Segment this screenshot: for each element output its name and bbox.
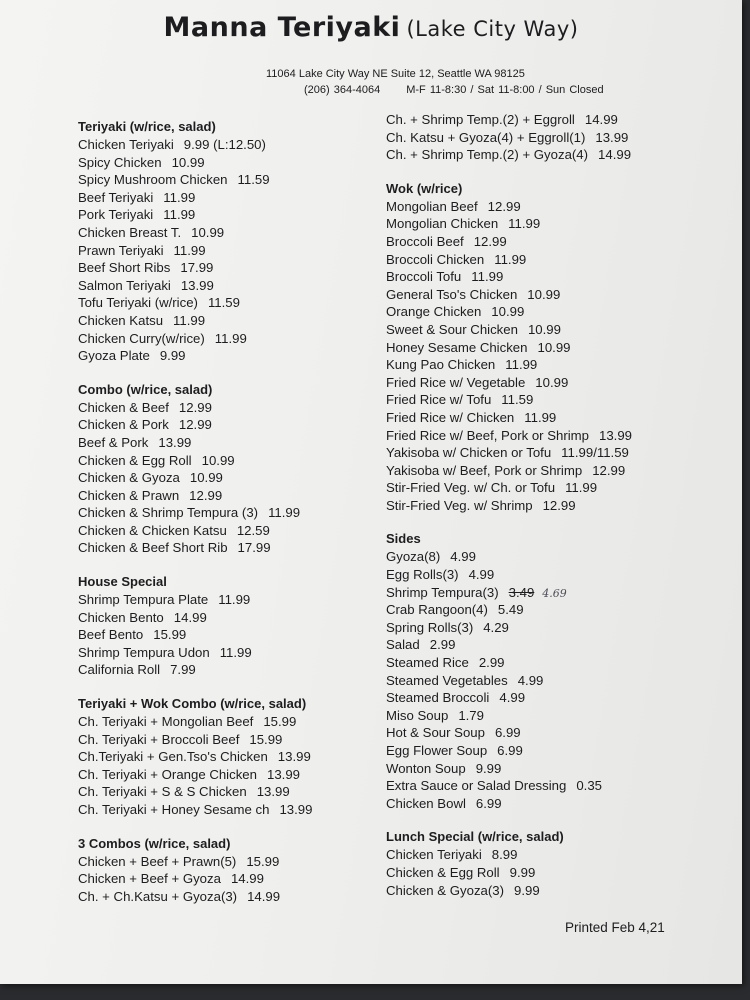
item-price: 6.99 (494, 725, 521, 741)
section-wok (386, 179, 716, 515)
menu-item (78, 487, 378, 505)
left-column (78, 117, 378, 920)
item-name: Gyoza(8) (386, 549, 441, 565)
item-price: 1.79 (458, 707, 484, 723)
item-price: 4.99 (499, 690, 526, 706)
section-lunch-special (386, 827, 716, 899)
item-name: Chicken & Gyoza(3) (386, 882, 504, 898)
item-price: 14.99 (598, 147, 632, 163)
menu-item (78, 242, 378, 260)
section-3-combos (78, 834, 378, 906)
item-price: 13.99 (266, 766, 300, 782)
menu-item (386, 795, 716, 813)
menu-item (386, 198, 716, 216)
menu-item (78, 644, 378, 662)
right-column (386, 111, 716, 914)
menu-item (386, 391, 716, 409)
section-teriyaki-wok-combo (78, 694, 378, 819)
item-name: Chicken Bento (78, 609, 164, 625)
item-price: 10.99 (201, 452, 235, 468)
item-price: 13.99 (277, 749, 311, 765)
item-price: 11.99 (565, 480, 598, 496)
item-list (78, 853, 378, 906)
item-list (78, 136, 378, 365)
item-name: Fried Rice w/ Beef, Pork or Shrimp (386, 427, 590, 443)
item-price: 13.99 (595, 129, 629, 145)
menu-item (78, 277, 378, 295)
item-price: 15.99 (263, 714, 297, 730)
item-price: 14.99 (173, 609, 207, 625)
item-price: 11.99 (163, 207, 196, 223)
item-name: Miso Soup (386, 707, 449, 723)
item-name: Ch. + Shrimp Temp.(2) + Gyoza(4) (386, 147, 589, 163)
menu-item (386, 724, 716, 742)
menu-item (386, 672, 716, 690)
menu-item (386, 268, 716, 286)
item-name: Ch. Teriyaki + Broccoli Beef (78, 731, 240, 747)
item-name: Spring Rolls(3) (386, 619, 474, 635)
item-price: 10.99 (189, 470, 223, 486)
item-name: Chicken & Chicken Katsu (78, 522, 227, 538)
item-name: Ch. Teriyaki + S & S Chicken (78, 784, 247, 800)
menu-item (78, 731, 378, 749)
menu-item (386, 707, 716, 725)
menu-item (78, 504, 378, 522)
printed-date: Printed Feb 4,21 (565, 920, 665, 935)
item-price: 11.99/11.59 (561, 445, 629, 461)
menu-item (78, 452, 378, 470)
item-price: 13.99 (256, 784, 290, 800)
menu-item (386, 864, 716, 882)
item-name: Chicken & Shrimp Tempura (3) (78, 505, 259, 521)
item-name: Ch.Teriyaki + Gen.Tso's Chicken (78, 749, 268, 765)
item-list (78, 591, 378, 679)
item-name: Chicken & Gyoza (78, 470, 180, 486)
item-name: Orange Chicken (386, 304, 482, 320)
item-name: Steamed Broccoli (386, 690, 490, 706)
item-price: 9.99 (509, 864, 536, 880)
menu-item (386, 760, 716, 778)
item-price: 4.99 (450, 549, 476, 565)
item-name: Broccoli Chicken (386, 251, 485, 267)
item-price: 4.99 (468, 567, 495, 583)
item-name: Ch. Katsu + Gyoza(4) + Eggroll(1) (386, 129, 586, 145)
menu-item (78, 171, 378, 189)
item-name: Chicken + Beef + Prawn(5) (78, 853, 237, 869)
item-price: 12.59 (236, 522, 270, 538)
section-title: Lunch Special (w/rice, salad) (386, 829, 564, 845)
item-name: California Roll (78, 662, 161, 678)
menu-item (386, 146, 716, 164)
item-name: Chicken Teriyaki (78, 137, 174, 152)
item-name: Yakisoba w/ Beef, Pork or Shrimp (386, 462, 583, 478)
menu-item (78, 469, 378, 487)
menu-item (386, 111, 716, 129)
section-title: Teriyaki (w/rice, salad) (78, 119, 216, 134)
menu-item (78, 661, 378, 679)
menu-item (78, 522, 378, 540)
item-price: 12.99 (473, 233, 507, 249)
menu-item (386, 303, 716, 321)
menu-item (386, 654, 716, 672)
item-price: 13.99 (599, 427, 633, 443)
item-name: Chicken & Prawn (78, 487, 180, 503)
item-name: Beef Short Ribs (78, 260, 171, 276)
item-name: Salmon Teriyaki (78, 277, 171, 293)
item-name: Shrimp Tempura Plate (78, 592, 209, 608)
item-name: Prawn Teriyaki (78, 242, 164, 258)
item-price: 13.99 (279, 802, 313, 817)
item-price: 9.99 (475, 760, 502, 776)
menu-item (386, 548, 716, 566)
item-name: Honey Sesame Chicken (386, 339, 528, 355)
menu-item (78, 189, 378, 207)
menu-item (386, 846, 716, 864)
menu-item (386, 636, 716, 654)
section-title: House Special (78, 574, 167, 590)
item-name: Stir-Fried Veg. w/ Shrimp (386, 497, 533, 513)
item-price: 10.99 (527, 321, 561, 337)
menu-item (386, 882, 716, 900)
item-name: Fried Rice w/ Chicken (386, 409, 515, 425)
item-price: 14.99 (230, 871, 264, 887)
item-name: Mongolian Beef (386, 198, 478, 214)
item-name: Shrimp Tempura(3) (386, 584, 499, 600)
hours: M-F 11-8:30 / Sat 11-8:00 / Sun Closed (406, 84, 604, 96)
section-combo (78, 380, 378, 557)
item-name: Ch. Teriyaki + Honey Sesame ch (78, 802, 270, 817)
item-price: 11.99 (505, 357, 538, 373)
menu-item (78, 870, 378, 888)
item-name: Sweet & Sour Chicken (386, 321, 518, 337)
address: 11064 Lake City Way NE Suite 12, Seattle WA 98125 (266, 68, 525, 80)
item-name: Steamed Vegetables (386, 672, 508, 688)
menu-item (78, 154, 378, 172)
menu-item (78, 330, 378, 348)
menu-item (78, 136, 378, 154)
item-name: Beef Bento (78, 627, 144, 643)
item-price: 11.99 (524, 409, 557, 425)
menu-item (386, 777, 716, 795)
item-name: Chicken & Egg Roll (78, 452, 192, 468)
item-name: Spicy Mushroom Chicken (78, 172, 228, 188)
menu-item (78, 801, 378, 819)
item-price: 12.99 (178, 399, 212, 415)
item-price: 7.99 (170, 662, 196, 678)
item-price: 11.99 (494, 251, 527, 267)
item-price: 4.99 (517, 672, 544, 688)
item-name: Egg Flower Soup (386, 743, 488, 758)
menu-item (386, 215, 716, 233)
menu-item (386, 462, 716, 480)
item-price: 12.99 (189, 487, 223, 503)
section-title: Sides (386, 531, 421, 547)
item-price: 10.99 (191, 224, 225, 240)
item-price: 5.49 (497, 602, 524, 618)
phone: (206) 364-4064 (304, 84, 381, 96)
title-text: Manna Teriyaki (163, 12, 401, 43)
item-name: Extra Sauce or Salad Dressing (386, 778, 567, 794)
item-price: 10.99 (171, 154, 205, 170)
item-list (78, 713, 378, 819)
item-price: 11.99 (508, 216, 541, 232)
item-price: 10.99 (535, 374, 569, 390)
item-price: 11.99 (471, 269, 504, 285)
item-price: 11.99 (219, 644, 252, 660)
item-price: 15.99 (153, 627, 187, 643)
section-title: Wok (w/rice) (386, 180, 463, 196)
item-name: Fried Rice w/ Vegetable (386, 374, 526, 390)
menu-item (78, 224, 378, 242)
menu-item (386, 129, 716, 147)
item-name: Steamed Rice (386, 655, 469, 671)
section-3-combos-continued (386, 111, 716, 164)
item-price: 14.99 (584, 112, 618, 127)
item-price: 8.99 (491, 847, 518, 863)
menu-item (386, 479, 716, 497)
item-list (386, 548, 716, 812)
menu-item (78, 748, 378, 766)
menu-item (386, 374, 716, 392)
menu-item (78, 626, 378, 644)
item-name: Chicken Teriyaki (386, 847, 482, 863)
item-name: Fried Rice w/ Tofu (386, 392, 492, 408)
menu-item (386, 409, 716, 427)
menu-item (78, 259, 378, 277)
item-name: Broccoli Beef (386, 233, 464, 249)
item-name: Wonton Soup (386, 760, 466, 776)
menu-item (78, 609, 378, 627)
menu-item (386, 339, 716, 357)
item-price: 10.99 (537, 339, 571, 355)
item-name: Chicken & Beef (78, 399, 169, 415)
item-price: 17.99 (180, 260, 214, 276)
menu-item (78, 783, 378, 801)
item-price: 11.99 (214, 330, 247, 346)
menu-item (386, 356, 716, 374)
item-price: 13.99 (158, 434, 192, 450)
menu-item (386, 321, 716, 339)
menu-item (78, 399, 378, 417)
item-name: Kung Pao Chicken (386, 357, 496, 373)
item-name: Yakisoba w/ Chicken or Tofu (386, 445, 552, 461)
item-price: 9.99 (159, 348, 186, 364)
section-title: 3 Combos (w/rice, salad) (78, 835, 231, 851)
item-name: Ch. + Ch.Katsu + Gyoza(3) (78, 888, 238, 904)
item-list (78, 399, 378, 557)
item-name: Pork Teriyaki (78, 207, 154, 223)
menu-item (78, 312, 378, 330)
item-name: General Tso's Chicken (386, 286, 518, 302)
menu-item (78, 434, 378, 452)
item-name: Ch. Teriyaki + Mongolian Beef (78, 714, 254, 730)
item-price: 14.99 (247, 888, 281, 904)
item-name: Chicken & Egg Roll (386, 864, 500, 880)
item-name: Chicken Katsu (78, 312, 164, 328)
item-name: Ch. Teriyaki + Orange Chicken (78, 766, 257, 782)
section-title: Combo (w/rice, salad) (78, 381, 213, 397)
item-price: 10.99 (491, 304, 525, 320)
menu-item (78, 539, 378, 557)
item-price: 13.99 (180, 277, 214, 293)
restaurant-title (0, 12, 742, 43)
item-price: 12.99 (592, 462, 626, 478)
item-name: Chicken Breast T. (78, 224, 182, 240)
menu-item (386, 286, 716, 304)
menu-item (386, 689, 716, 707)
item-name: Chicken & Pork (78, 417, 169, 433)
item-name: Shrimp Tempura Udon (78, 644, 210, 660)
item-price: 11.59 (501, 392, 534, 408)
menu-item (386, 584, 716, 602)
item-name: Stir-Fried Veg. w/ Ch. or Tofu (386, 480, 556, 496)
menu-item (386, 619, 716, 637)
item-name: Chicken + Beef + Gyoza (78, 871, 221, 887)
section-sides (386, 529, 716, 812)
item-price: 12.99 (487, 198, 521, 214)
menu-item (386, 444, 716, 462)
menu-item (386, 497, 716, 515)
item-price: 12.99 (178, 417, 212, 433)
item-price: 4.29 (483, 619, 509, 635)
menu-item (78, 766, 378, 784)
menu-item (78, 347, 378, 365)
menu-item (78, 853, 378, 871)
item-price: 11.99 (268, 505, 301, 521)
item-list (386, 111, 716, 164)
item-price: 9.99 (514, 882, 540, 898)
item-price: 9.99 (L:12.50) (183, 137, 266, 152)
item-name: Hot & Sour Soup (386, 725, 485, 741)
item-name: Gyoza Plate (78, 348, 150, 364)
menu-item (386, 427, 716, 445)
item-name: Chicken Bowl (386, 795, 466, 811)
item-name: Egg Rolls(3) (386, 567, 459, 583)
item-name: Beef & Pork (78, 434, 149, 450)
item-price: 6.99 (497, 743, 523, 758)
item-price: 11.59 (207, 295, 240, 311)
item-price: 11.99 (218, 592, 251, 608)
menu-item (78, 416, 378, 434)
item-old-price: 3.49 (508, 584, 535, 600)
location-subtitle: (Lake City Way) (406, 17, 579, 41)
item-price: 2.99 (429, 637, 456, 653)
section-teriyaki (78, 117, 378, 365)
item-price: 11.59 (237, 172, 270, 188)
item-name: Beef Teriyaki (78, 189, 154, 205)
item-name: Crab Rangoon(4) (386, 602, 488, 618)
item-name: Tofu Teriyaki (w/rice) (78, 295, 198, 311)
item-list (386, 198, 716, 515)
item-name: Spicy Chicken (78, 154, 162, 170)
item-name: Broccoli Tofu (386, 269, 462, 285)
menu-item (386, 233, 716, 251)
item-price: 11.99 (173, 312, 206, 328)
menu-item (386, 742, 716, 760)
menu-item (386, 601, 716, 619)
item-price: 15.99 (249, 731, 283, 747)
item-price: 17.99 (237, 540, 271, 556)
menu-item (78, 206, 378, 224)
menu-item (78, 294, 378, 312)
item-price: 0.35 (576, 778, 602, 794)
item-price: 15.99 (246, 853, 280, 869)
section-title: Teriyaki + Wok Combo (w/rice, salad) (78, 696, 307, 712)
item-list (386, 846, 716, 899)
menu-item (386, 566, 716, 584)
item-name: Ch. + Shrimp Temp.(2) + Eggroll (386, 112, 575, 127)
item-name: Salad (386, 637, 420, 653)
contact-line (304, 84, 604, 96)
section-house-special (78, 572, 378, 679)
item-price: 6.99 (475, 795, 502, 811)
item-handwritten-price: 4.69 (542, 586, 567, 600)
item-price: 12.99 (542, 497, 576, 513)
item-price: 11.99 (173, 242, 206, 258)
item-name: Chicken & Beef Short Rib (78, 540, 228, 556)
item-price: 2.99 (478, 655, 505, 671)
item-price: 10.99 (527, 286, 561, 302)
menu-item (78, 713, 378, 731)
item-name: Mongolian Chicken (386, 216, 499, 232)
item-price: 11.99 (163, 189, 196, 205)
menu-item (78, 591, 378, 609)
menu-item (386, 251, 716, 269)
item-name: Chicken Curry(w/rice) (78, 330, 205, 346)
menu-item (78, 888, 378, 906)
